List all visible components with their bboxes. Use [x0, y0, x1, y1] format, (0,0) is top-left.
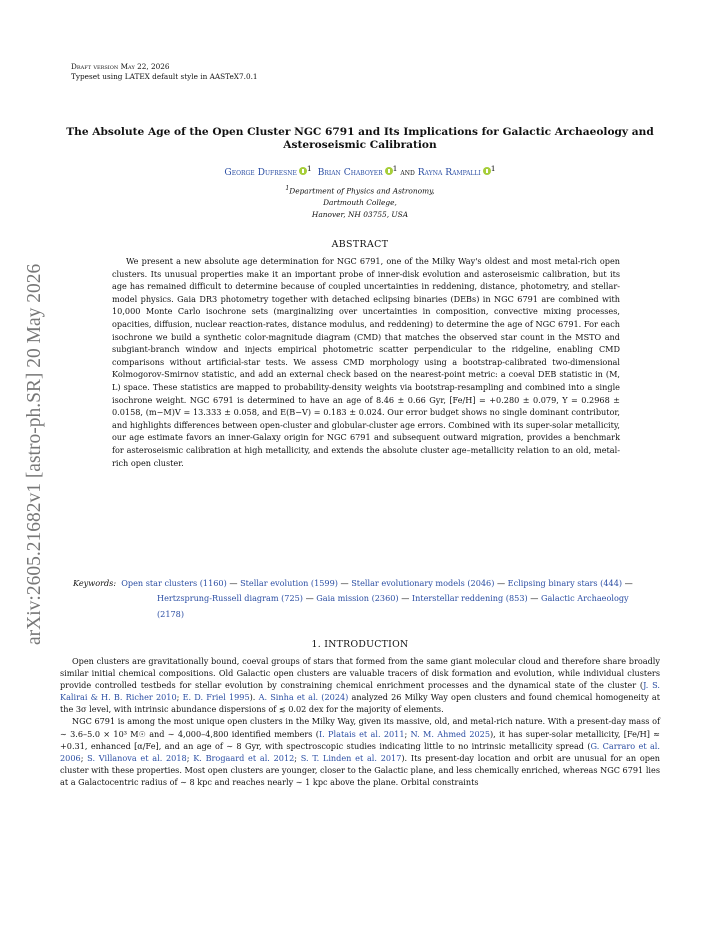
author-affil-mark: 1 — [392, 164, 398, 173]
keyword-link[interactable]: Eclipsing binary stars (444) — [507, 578, 623, 588]
citation-link[interactable]: J. S. Kalirai & H. B. Richer 2010 — [60, 680, 660, 703]
orcid-icon[interactable] — [483, 167, 491, 175]
citation-link[interactable]: E. D. Friel 1995 — [182, 692, 250, 703]
paragraph: NGC 6791 is among the most unique open clusters in the Milky Way, given its massive, old, and metal-rich nature. With a present-day mass of ∼ 3.6–5.0 × 10³ M☉ and ∼ 4,000–4,800 identified members (I. Platais et al. 2011; N. M. Ahmed 2025), it has super-solar metallicity, [Fe/H] ≈ +0.31, enhanced [α/Fe], and an age of ∼ 8 Gyr, with spectroscopic studies indicating little to no intrinsic metallicity spread (G. Carraro et al. 2006; S. Villanova et al. 2018; K. Brogaard et al. 2012; S. T. Linden et al. 2017). Its present-day location and orbit are unusual for an open cluster with these properties. Most open clusters are younger, closer to the Galactic plane, and less chemically enriched, whereas NGC 6791 lies at a Galactocentric radius of ∼ 8 kpc and reaches nearly ∼ 1 kpc above the plane. Orbital constraints — [60, 716, 660, 787]
keyword-link[interactable]: Hertzsprung-Russell diagram (725) — [157, 593, 303, 604]
paragraph: Open clusters are gravitationally bound, coeval groups of stars that formed from the same giant molecular cloud and therefore share broadly similar initial chemical compositions. Old Galactic open clusters are valuable tracers of disk formation and evolution, while individual clusters provide controlled testbeds for stellar evolution by constraining chemical enrichment processes and the dynamical state of the cluster (J. S. Kalirai & H. B. Richer 2010; E. D. Friel 1995). A. Sinha et al. (2024) analyzed 26 Milky Way open clusters and found chemical homogeneity at the 3σ level, with intrinsic abundance dispersions of ≲ 0.02 dex for the majority of elements. — [60, 656, 660, 715]
citation-link[interactable]: S. T. Linden et al. 2017 — [300, 752, 402, 763]
keywords-block: Keywords: Open star clusters (1160) — Stellar evolution (1599) — Stellar evolutionary models (2046) — Eclipsing binary stars (444) — Hertzsprung-Russell diagram (725) — Gaia mission (2360) — Interstellar reddening (853) — Galactic Archaeology (2178) — [73, 578, 633, 619]
author-name[interactable]: Rayna Rampalli — [417, 167, 481, 179]
author-affil-mark: 1 — [306, 164, 312, 173]
orcid-icon[interactable] — [299, 167, 307, 175]
citation-link[interactable]: I. Platais et al. 2011 — [318, 728, 405, 739]
draft-line: Draft version May 22, 2026 — [71, 62, 170, 71]
arxiv-identifier[interactable]: arXiv:2605.21682v1 [astro-ph.SR] 20 May 2026 — [24, 263, 45, 645]
keyword-link[interactable]: Open star clusters (1160) — [121, 578, 227, 588]
abstract-text: We present a new absolute age determination for NGC 6791, one of the Milky Way's oldest and most metal-rich open clusters. Its unusual properties make it an important probe of inner-disk evolution and asteroseismic calibration, but its age has remained difficult to determine because of coupled uncertainties in reddening, distance, photometry, and stellar-model physics. Gaia DR3 photometry together with detached eclipsing binaries (DEBs) in NGC 6791 are combined with 10,000 Monte Carlo isochrone sets (marginalizing over uncertainties in composition, convective mixing processes, opacities, diffusion, nuclear reaction-rates, distance modulus, and reddening) to determine the age of NGC 6791. For each isochrone we build a synthetic color-magnitude diagram (CMD) that matches the observed star count in the MSTO and subgiant-branch window and injects empirical photometric scatter perpendicular to the ridgeline, enabling CMD comparisons without artificial-star tests. We assess CMD morphology using a bootstrap-calibrated two-dimensional Kolmogorov-Smirnov statistic, and add an external check based on the nearest-point metric: a coeval DEB statistic in (M, L) space. These statistics are mapped to probability-density weights via bootstrap-resampling and combined into a single isochrone weight. NGC 6791 is determined to have an age of 8.46 ± 0.66 Gyr, [Fe/H] = +0.280 ± 0.079, Y = 0.2968 ± 0.0158, (m−M)V = 13.333 ± 0.058, and E(B−V) = 0.183 ± 0.024. Our error budget shows no single dominant contributor, and highlights differences between open-cluster and globular-cluster age errors. Combined with its super-solar metallicity, our age estimate favors an inner-Galaxy origin for NGC 6791 and subsequent outward migration, provides a benchmark for asteroseismic calibration at high metallicity, and extends the absolute cluster age–metallicity relation to an old, metal-rich open cluster. — [112, 256, 620, 468]
affiliation-mark: 1 — [285, 185, 290, 192]
section-number: 1. — [311, 639, 321, 650]
citation-link[interactable]: N. M. Ahmed 2025 — [410, 728, 491, 739]
author-affil-mark: 1 — [490, 164, 496, 173]
section-title: INTRODUCTION — [324, 639, 409, 650]
citation-link[interactable]: S. Villanova et al. 2018 — [87, 752, 187, 763]
typeset-line: Typeset using LATEX default style in AASTeX7.0.1 — [71, 72, 258, 81]
abstract-heading: ABSTRACT — [331, 239, 389, 250]
orcid-icon[interactable] — [385, 167, 393, 175]
keyword-link[interactable]: Stellar evolutionary models (2046) — [351, 578, 495, 588]
affiliation-line: Dartmouth College, — [323, 198, 397, 208]
citation-link[interactable]: K. Brogaard et al. 2012 — [193, 752, 295, 763]
affiliation-line: Department of Physics and Astronomy, — [289, 186, 435, 196]
affiliation — [40, 183, 680, 221]
running-header — [71, 62, 258, 82]
paper-title: The Absolute Age of the Open Cluster NGC 6791 and Its Implications for Galactic Archaeology and Asteroseismic Calibration — [66, 126, 654, 151]
citation-link[interactable]: A. Sinha et al. (2024) — [258, 692, 349, 703]
author-list — [40, 164, 680, 178]
affiliation-line: Hanover, NH 03755, USA — [311, 210, 409, 220]
keyword-link[interactable]: Stellar evolution (1599) — [240, 578, 338, 588]
author-name[interactable]: Brian Chaboyer — [317, 167, 383, 179]
keywords-label: Keywords: — [73, 578, 117, 588]
author-conjunction: and — [400, 167, 415, 179]
citation-link[interactable]: G. Carraro et al. 2006 — [60, 740, 660, 763]
keyword-link[interactable]: Interstellar reddening (853) — [411, 593, 528, 604]
author-name[interactable]: George Dufresne — [224, 167, 297, 179]
introduction-body — [60, 655, 660, 788]
keyword-link[interactable]: Galactic Archaeology (2178) — [157, 593, 629, 619]
keyword-link[interactable]: Gaia mission (2360) — [316, 593, 399, 604]
section-heading — [40, 639, 680, 650]
